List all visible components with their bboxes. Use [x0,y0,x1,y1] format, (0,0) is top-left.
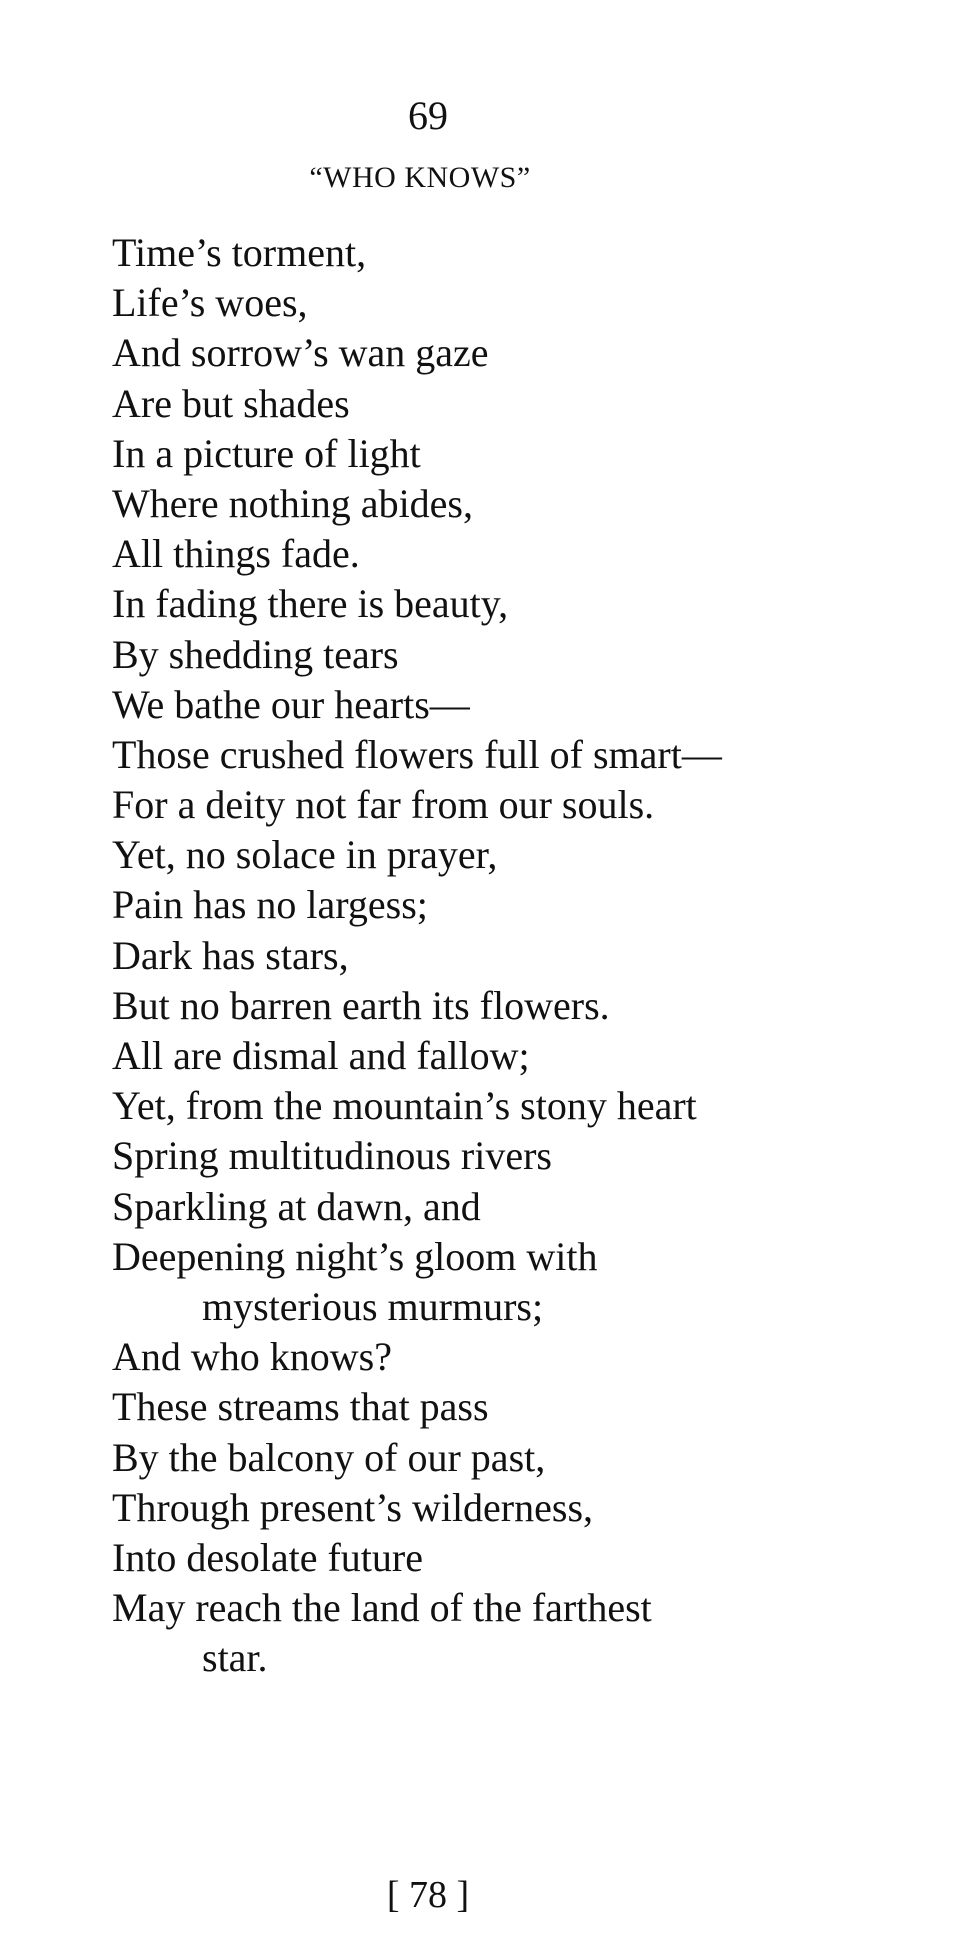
poem-line: Time’s torment, [112,230,367,275]
poem-line: Are but shades [112,380,350,426]
poem-line: Sparkling at dawn, and [112,1183,481,1229]
poem-line: All things fade. [112,531,360,577]
poem-number: 69 [408,93,448,138]
poem-line: By the balcony of our past, [112,1434,546,1480]
poem-line: Life’s woes, [112,280,308,326]
poem-line: Into desolate future [112,1534,423,1580]
poem-line: Dark has stars, [112,932,349,978]
page-number: [ 78 ] [386,1874,470,1916]
poem-line: In a picture of light [112,430,421,476]
poem-body [112,228,912,1683]
poem-line: May reach the land of the farthest [112,1585,652,1631]
poem-line: Yet, from the mountain’s stony heart [112,1083,697,1129]
poem-line: mysterious murmurs; [202,1283,544,1329]
poem-line: Pain has no largess; [112,882,428,928]
poem-line: But no barren earth its flowers. [112,982,610,1028]
poem-line: Where nothing abides, [112,480,473,526]
poem-line: Yet, no solace in prayer, [112,832,498,878]
poem-line: For a deity not far from our souls. [112,782,655,828]
poem-title: “WHO KNOWS” [309,161,531,194]
poem-line: Those crushed flowers full of smart— [112,731,722,777]
poem-line: Through present’s wilderness, [112,1484,594,1530]
poem-line: And sorrow’s wan gaze [112,330,489,376]
poem-line: star. [202,1635,268,1681]
poem-line: By shedding tears [112,631,399,677]
poem-line: We bathe our hearts— [112,681,470,727]
poem-line: All are dismal and fallow; [112,1033,530,1078]
poem-line: Spring multitudinous rivers [112,1133,552,1179]
poem-line: In fading there is beauty, [112,581,509,627]
poem-line: And who knows? [112,1334,392,1380]
poem-line: Deepening night’s gloom with [112,1233,598,1279]
poem-line: These streams that pass [112,1384,489,1430]
